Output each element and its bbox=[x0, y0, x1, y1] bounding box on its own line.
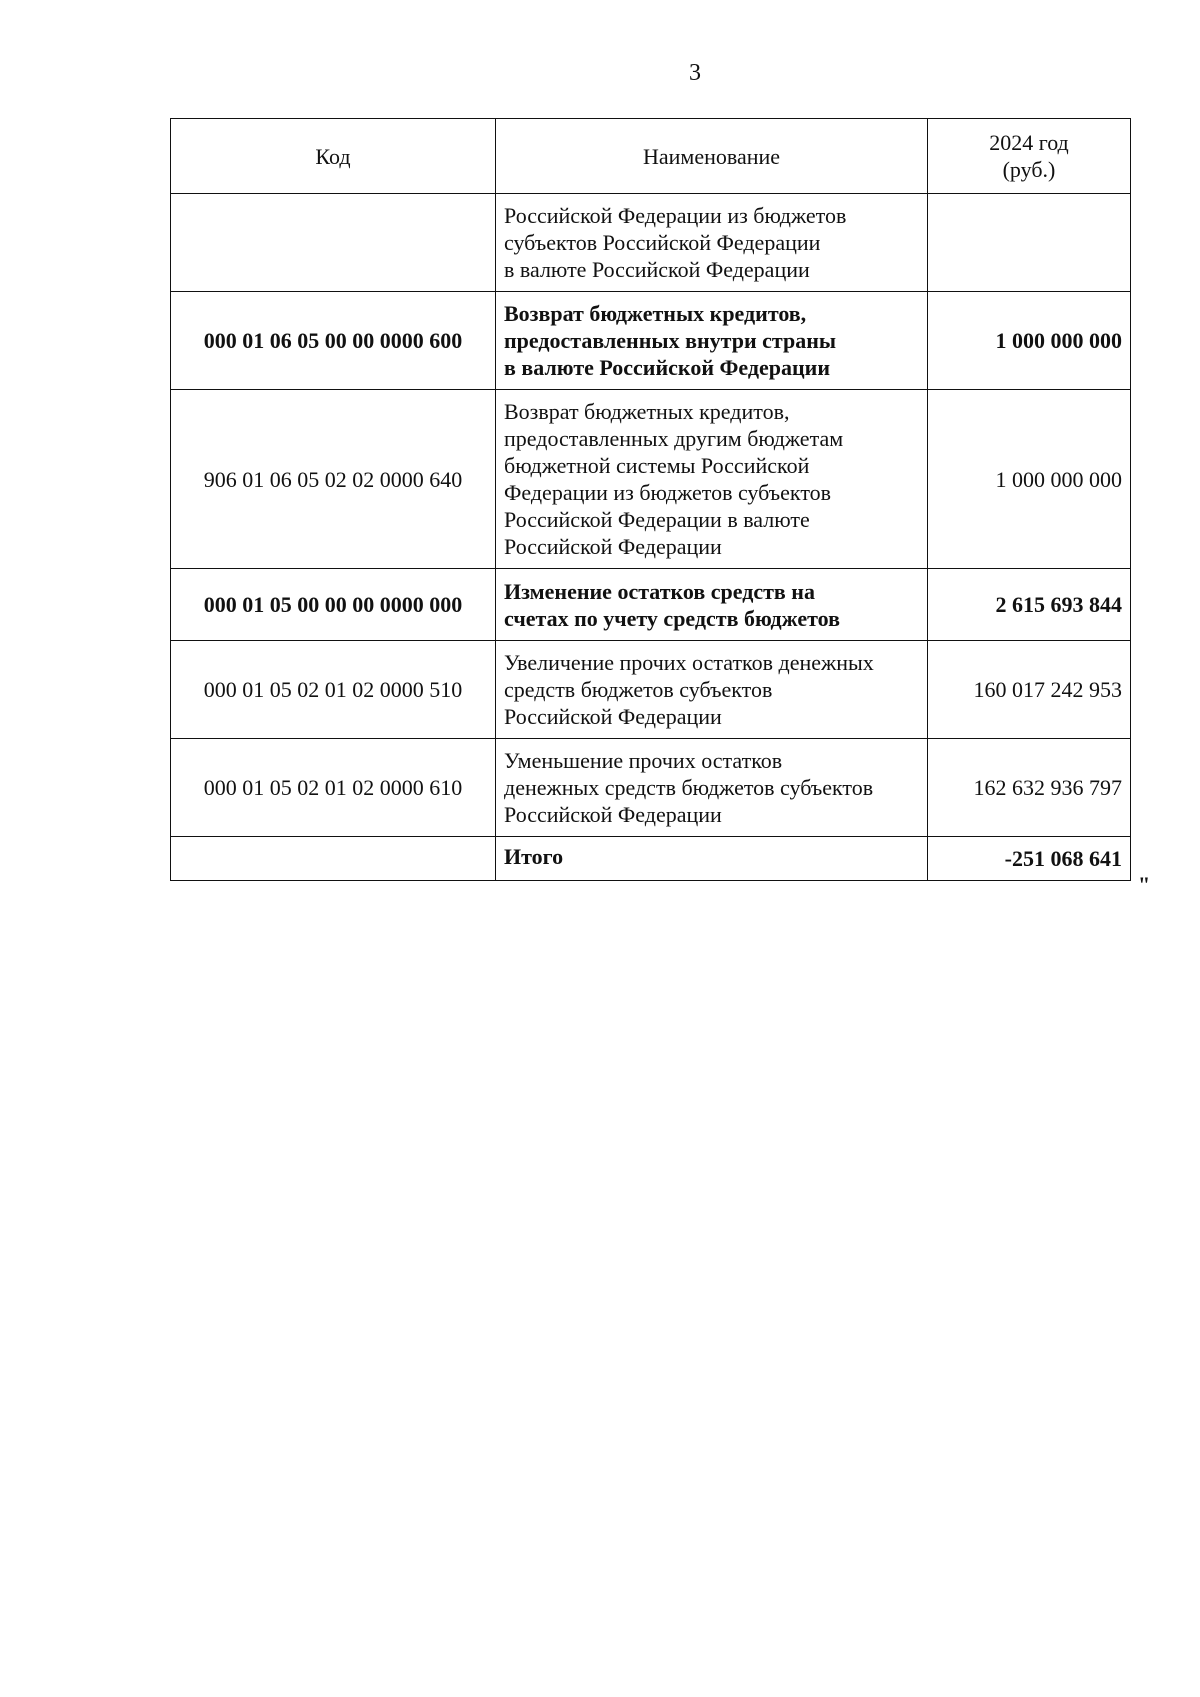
table-row bbox=[171, 641, 1131, 739]
header-name: Наименование bbox=[496, 119, 928, 194]
row-name-line: Российской Федерации bbox=[504, 704, 722, 729]
row-code: 000 01 05 00 00 00 0000 000 bbox=[171, 569, 496, 641]
row-name-line: Возврат бюджетных кредитов, bbox=[504, 301, 807, 326]
row-code: 906 01 06 05 02 02 0000 640 bbox=[171, 390, 496, 569]
table-header-row bbox=[171, 119, 1131, 194]
page-number: 3 bbox=[689, 60, 701, 86]
header-code: Код bbox=[171, 119, 496, 194]
row-code: 000 01 05 02 01 02 0000 610 bbox=[171, 739, 496, 837]
header-amount bbox=[928, 119, 1131, 194]
row-amount: 1 000 000 000 bbox=[928, 390, 1131, 569]
row-name-line: денежных средств бюджетов субъектов bbox=[504, 775, 874, 800]
row-name-line: Российской Федерации в валюте bbox=[504, 507, 810, 532]
row-name-line: Уменьшение прочих остатков bbox=[504, 748, 783, 773]
row-code: 000 01 06 05 00 00 0000 600 bbox=[171, 292, 496, 390]
row-name-line: Российской Федерации bbox=[504, 802, 722, 827]
row-name-line: Увеличение прочих остатков денежных bbox=[504, 650, 874, 675]
row-name-line: Федерации из бюджетов субъектов bbox=[504, 480, 832, 505]
row-name bbox=[496, 390, 928, 569]
row-name-line: Изменение остатков средств на bbox=[504, 578, 815, 604]
row-name-line: счетах по учету средств бюджетов bbox=[504, 605, 840, 631]
row-name bbox=[496, 739, 928, 837]
row-name bbox=[496, 292, 928, 390]
table-row bbox=[171, 390, 1131, 569]
row-name-line: предоставленных внутри страны bbox=[504, 328, 837, 353]
table-row bbox=[171, 292, 1131, 390]
row-amount bbox=[928, 194, 1131, 292]
row-name-line: в валюте Российской Федерации bbox=[504, 355, 831, 380]
budget-sources-table bbox=[170, 118, 1131, 881]
table-body bbox=[171, 194, 1131, 881]
row-name-line: в валюте Российской Федерации bbox=[504, 257, 810, 282]
total-label: Итого bbox=[496, 837, 928, 881]
row-name-line: предоставленных другим бюджетам bbox=[504, 426, 844, 451]
total-row bbox=[171, 837, 1131, 881]
table-row bbox=[171, 739, 1131, 837]
row-name bbox=[496, 641, 928, 739]
row-name-line: Возврат бюджетных кредитов, bbox=[504, 399, 790, 424]
header-amount-unit: (руб.) bbox=[1002, 157, 1056, 182]
table-row bbox=[171, 569, 1131, 641]
closing-quote-mark: " bbox=[1138, 872, 1151, 897]
header-amount-year: 2024 год bbox=[989, 130, 1069, 155]
row-code: 000 01 05 02 01 02 0000 510 bbox=[171, 641, 496, 739]
row-name-line: Российской Федерации bbox=[504, 534, 722, 559]
row-code bbox=[171, 194, 496, 292]
row-name-line: субъектов Российской Федерации bbox=[504, 230, 821, 255]
row-amount: 2 615 693 844 bbox=[928, 569, 1131, 641]
total-code bbox=[171, 837, 496, 881]
row-name-line: бюджетной системы Российской bbox=[504, 453, 810, 478]
row-name-line: Российской Федерации из бюджетов bbox=[504, 203, 847, 228]
row-amount: 162 632 936 797 bbox=[928, 739, 1131, 837]
row-name bbox=[496, 569, 928, 641]
total-amount: -251 068 641 bbox=[928, 837, 1131, 881]
row-amount: 160 017 242 953 bbox=[928, 641, 1131, 739]
table-row bbox=[171, 194, 1131, 292]
row-name-line: средств бюджетов субъектов bbox=[504, 677, 773, 702]
row-amount: 1 000 000 000 bbox=[928, 292, 1131, 390]
row-name bbox=[496, 194, 928, 292]
